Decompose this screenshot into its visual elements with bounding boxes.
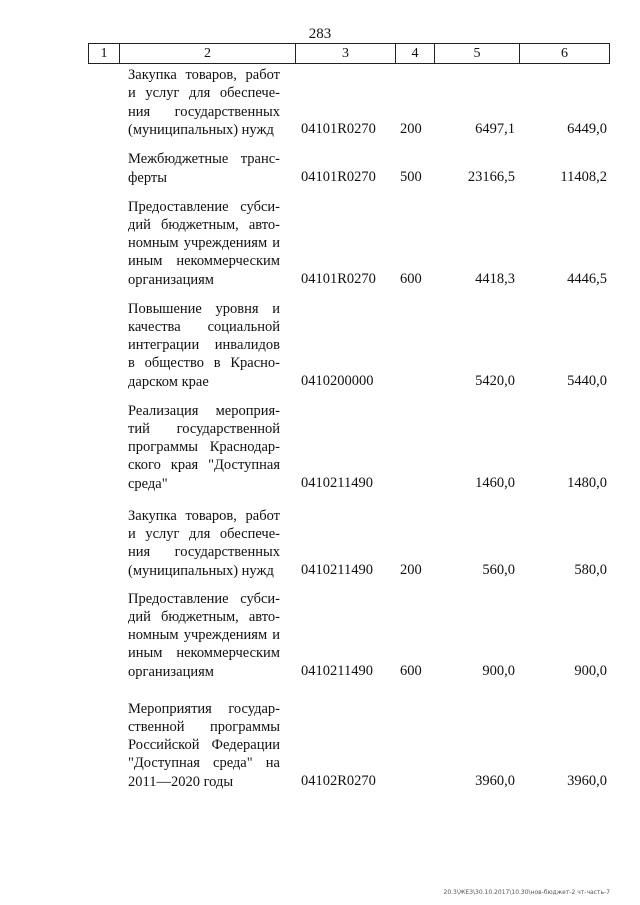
- description-line: дий бюджетным, авто-: [128, 216, 280, 233]
- description-line: номным учреждениям и: [128, 627, 280, 644]
- table-row: [0, 592, 640, 693]
- target-article-code: 04102R0270: [301, 772, 376, 789]
- description-line: Предоставление субси-: [128, 590, 280, 607]
- expense-type-code: 600: [400, 662, 422, 679]
- table-row: [0, 693, 640, 803]
- description-line: в общество в Красно-: [128, 355, 280, 372]
- expense-type-code: 500: [400, 168, 422, 185]
- description-line: "Доступная среда" на: [128, 755, 280, 772]
- expense-type-code: 600: [400, 270, 422, 287]
- expense-type-code: 200: [400, 561, 422, 578]
- table-row: [0, 145, 640, 199]
- amount-col-6: 900,0: [574, 662, 607, 679]
- header-col-6: 6: [520, 44, 610, 63]
- page-number: 283: [308, 26, 332, 42]
- description-line: ферты: [128, 169, 167, 186]
- table-row: [0, 199, 640, 301]
- target-article-code: 04101R0270: [301, 168, 376, 185]
- description-line: организациям: [128, 663, 214, 680]
- target-article-code: 0410211490: [301, 662, 373, 679]
- target-article-code: 0410211490: [301, 561, 373, 578]
- amount-col-5: 5420,0: [475, 372, 515, 389]
- description-line: Закупка товаров, работ: [128, 507, 280, 524]
- description-line: (муниципальных) нужд: [128, 121, 274, 138]
- footer-file-code: 20.3\ЖЕЗ\30.10.2017\10.30\нов-бюджет-2 чт-часть-7: [443, 889, 610, 896]
- amount-col-6: 5440,0: [567, 372, 607, 389]
- amount-col-5: 23166,5: [467, 168, 515, 185]
- description-line: Реализация мероприя-: [128, 402, 280, 419]
- table-row: [0, 403, 640, 505]
- description-line: иным некоммерческим: [128, 253, 280, 270]
- amount-col-5: 560,0: [482, 561, 515, 578]
- target-article-code: 0410200000: [301, 372, 374, 389]
- table-header-row: [88, 43, 610, 64]
- amount-col-6: 1480,0: [567, 474, 607, 491]
- row-description: [128, 402, 280, 493]
- header-col-4: 4: [396, 44, 435, 63]
- description-line: Межбюджетные транс-: [128, 151, 280, 168]
- description-line: организациям: [128, 271, 214, 288]
- row-description: [128, 590, 280, 681]
- amount-col-6: 580,0: [574, 561, 607, 578]
- description-line: ния государственных: [128, 544, 280, 561]
- description-line: Российской Федерации: [128, 737, 280, 754]
- description-line: номным учреждениям и: [128, 235, 280, 252]
- description-line: программы Краснодар-: [128, 439, 280, 456]
- table-body: [0, 66, 640, 803]
- expense-type-code: 200: [400, 120, 422, 137]
- amount-col-5: 900,0: [482, 662, 515, 679]
- row-description: [128, 507, 280, 580]
- header-col-2: 2: [120, 44, 296, 63]
- row-description: [128, 300, 280, 391]
- description-line: тий государственной: [128, 420, 280, 437]
- amount-col-6: 6449,0: [567, 120, 607, 137]
- description-line: и услуг для обеспече-: [128, 526, 280, 543]
- description-line: Повышение уровня и: [128, 300, 280, 317]
- description-line: ственной программы: [128, 718, 280, 735]
- table-row: [0, 301, 640, 403]
- target-article-code: 04101R0270: [301, 270, 376, 287]
- amount-col-6: 11408,2: [560, 168, 607, 185]
- header-col-1: 1: [88, 44, 120, 63]
- description-line: Закупка товаров, работ: [128, 67, 280, 83]
- amount-col-6: 4446,5: [567, 270, 607, 287]
- header-col-5: 5: [435, 44, 520, 63]
- description-line: интеграции инвалидов: [128, 337, 280, 354]
- row-description: [128, 150, 280, 187]
- description-line: 2011—2020 годы: [128, 773, 234, 790]
- description-line: качества социальной: [128, 318, 280, 335]
- table-row: [0, 505, 640, 592]
- description-line: (муниципальных) нужд: [128, 562, 274, 579]
- description-line: ния государственных: [128, 103, 280, 120]
- row-description: [128, 700, 280, 791]
- amount-col-6: 3960,0: [567, 772, 607, 789]
- amount-col-5: 1460,0: [475, 474, 515, 491]
- row-description: [128, 66, 280, 139]
- table-row: [0, 66, 640, 145]
- amount-col-5: 3960,0: [475, 772, 515, 789]
- description-line: дарском крае: [128, 373, 209, 390]
- description-line: среда": [128, 475, 168, 492]
- description-line: ского края "Доступная: [128, 457, 280, 474]
- row-description: [128, 198, 280, 289]
- target-article-code: 04101R0270: [301, 120, 376, 137]
- description-line: дий бюджетным, авто-: [128, 608, 280, 625]
- amount-col-5: 6497,1: [475, 120, 515, 137]
- target-article-code: 0410211490: [301, 474, 373, 491]
- amount-col-5: 4418,3: [475, 270, 515, 287]
- description-line: и услуг для обеспече-: [128, 85, 280, 102]
- header-col-3: 3: [296, 44, 396, 63]
- description-line: иным некоммерческим: [128, 645, 280, 662]
- description-line: Предоставление субси-: [128, 198, 280, 215]
- description-line: Мероприятия государ-: [128, 700, 280, 717]
